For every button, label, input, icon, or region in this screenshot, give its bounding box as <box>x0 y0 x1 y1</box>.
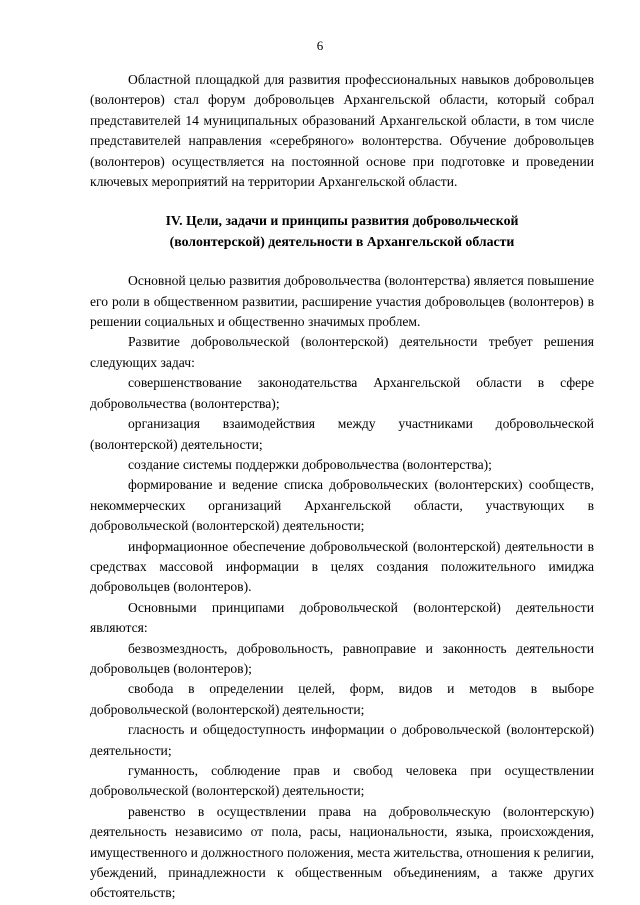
task-item: организация взаимодействия между участниками добровольческой (волонтерской) деятельности; <box>90 416 594 452</box>
section-heading-line-1: IV. Цели, задачи и принципы развития добровольческой <box>165 213 519 229</box>
principle-item: гуманность, соблюдение прав и свобод человека при осуществлении добровольческой (волонтерской) деятельности; <box>90 763 594 799</box>
task-item: создание системы поддержки добровольчества (волонтерства); <box>128 456 492 472</box>
task-item: формирование и ведение списка добровольческих (волонтерских) сообществ, некоммерческих организаций Архангельской области, участвующих в добровольческой (волонтерской) деятельности; <box>90 477 594 534</box>
page-number: 6 <box>316 38 324 53</box>
task-item: информационное обеспечение добровольческой (волонтерской) деятельности в средствах массовой информации в целях создания положительного имиджа добровольцев (волонтеров). <box>90 538 594 595</box>
document-body <box>90 70 594 904</box>
principle-item: безвозмездность, добровольность, равноправие и законность деятельности добровольцев (волонтеров); <box>90 640 594 676</box>
principle-item: свобода в определении целей, форм, видов и методов в выборе добровольческой (волонтерской) деятельности; <box>90 681 594 717</box>
paragraph-tasks-intro: Развитие добровольческой (волонтерской) деятельности требует решения следующих задач: <box>90 334 594 370</box>
principle-item: гласность и общедоступность информации о добровольческой (волонтерской) деятельности; <box>90 722 594 758</box>
section-heading-line-2: (волонтерской) деятельности в Архангельской области <box>169 233 515 249</box>
section-heading <box>90 211 594 252</box>
principle-item: равенство в осуществлении права на добровольческую (волонтерскую) деятельность независимо от пола, расы, национальности, языка, происхождения, имущественного и должностного положения, места жительства, отношения к религии, убеждений, принадлежности к общественным объединениям, а также других обстоятельств; <box>90 803 594 901</box>
paragraph-goal: Основной целью развития добровольчества (волонтерства) является повышение его роли в общественном развитии, расширение участия добровольцев (волонтеров) в решении социальных и общественно значимых проблем. <box>90 273 594 330</box>
task-item: совершенствование законодательства Архангельской области в сфере добровольчества (волонтерства); <box>90 375 594 411</box>
paragraph-principles-intro: Основными принципами добровольческой (волонтерской) деятельности являются: <box>90 599 594 636</box>
intro-paragraph: Областной площадкой для развития профессиональных навыков добровольцев (волонтеров) стал форум добровольцев Архангельской области, который собрал представителей 14 муниципальных образований Архангельской области, в том числе представителей направления «серебряного» волонтерства. Обучение добровольцев (волонтеров) осуществляется на постоянной основе при подготовке и проведении ключевых мероприятий на территории Архангельской области. <box>90 72 594 190</box>
